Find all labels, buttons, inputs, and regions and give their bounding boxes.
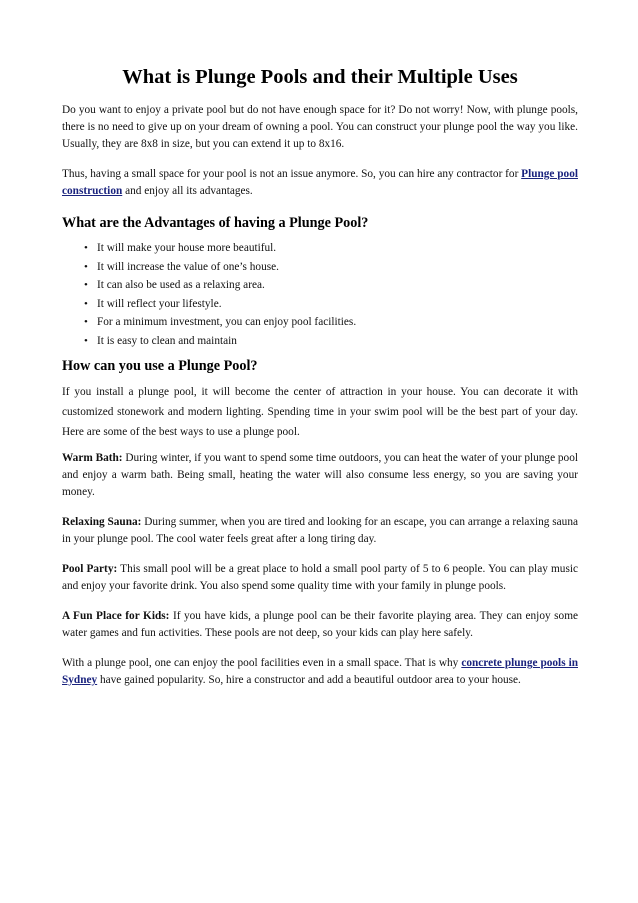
use-relaxing-sauna-text: During summer, when you are tired and looking for an escape, you can arrange a relaxing sauna in your plunge pool. The cool water feels great after a long tiring day. — [62, 516, 578, 545]
use-pool-party-text: This small pool will be a great place to hold a small pool party of 5 to 6 people. You can play music and enjoy your favorite drink. You also spend some quality time with your family in plunge pools. — [62, 563, 578, 592]
use-pool-party — [62, 561, 578, 595]
use-fun-place-for-kids-lead: A Fun Place for Kids: — [62, 610, 170, 622]
list-item — [84, 276, 578, 295]
concrete-plunge-pools-sydney-link[interactable]: concrete plunge pools in Sydney — [62, 657, 578, 686]
advantages-heading: What are the Advantages of having a Plunge Pool? — [62, 215, 369, 231]
use-warm-bath-lead: Warm Bath: — [62, 452, 123, 464]
intro-paragraph-2-text-before: Thus, having a small space for your pool is not an issue anymore. So, you can hire any contractor for — [62, 168, 522, 180]
use-fun-place-for-kids — [62, 608, 578, 642]
intro-paragraph-2-text-after: and enjoy all its advantages. — [122, 185, 253, 197]
list-item — [84, 239, 578, 258]
uses-heading: How can you use a Plunge Pool? — [62, 358, 258, 374]
list-item — [84, 313, 578, 332]
closing-text-before: With a plunge pool, one can enjoy the pool facilities even in a small space. That is why — [62, 657, 462, 669]
uses-intro-paragraph: If you install a plunge pool, it will become the center of attraction in your house. You can decorate it with customized stonework and modern lighting. Spending time in your swim pool will be the best part of your day. Here are some of the best ways to use a plunge pool. — [62, 386, 578, 438]
advantages-list — [62, 239, 578, 350]
list-item-text: It can also be used as a relaxing area. — [97, 279, 265, 291]
bullet-icon: • — [84, 297, 88, 310]
list-item — [84, 295, 578, 314]
closing-text-after: have gained popularity. So, hire a constructor and add a beautiful outdoor area to your house. — [97, 674, 521, 686]
list-item-text: For a minimum investment, you can enjoy pool facilities. — [97, 316, 357, 328]
list-item-text: It will increase the value of one’s house. — [97, 260, 279, 273]
list-item-text: It will make your house more beautiful. — [97, 242, 277, 254]
closing-paragraph — [62, 655, 578, 689]
intro-paragraph-2 — [62, 166, 578, 200]
bullet-icon: • — [84, 334, 88, 347]
use-warm-bath-text: During winter, if you want to spend some time outdoors, you can heat the water of your plunge pool and enjoy a warm bath. Being small, heating the water will also consume less energy, so you are saving your money. — [62, 452, 578, 498]
list-item — [84, 258, 578, 277]
use-relaxing-sauna — [62, 514, 578, 548]
bullet-icon: • — [84, 316, 88, 328]
use-fun-place-for-kids-text: If you have kids, a plunge pool can be their favorite playing area. They can enjoy some water games and fun activities. These pools are not deep, so your kids can play here safely. — [62, 610, 578, 639]
use-pool-party-lead: Pool Party: — [62, 563, 118, 575]
bullet-icon: • — [84, 279, 88, 291]
plunge-pool-construction-link[interactable]: Plunge pool construction — [62, 168, 578, 197]
document-title: What is Plunge Pools and their Multiple Uses — [122, 66, 518, 88]
list-item-text: It will reflect your lifestyle. — [97, 297, 222, 310]
document-page — [62, 64, 578, 689]
use-relaxing-sauna-lead: Relaxing Sauna: — [62, 516, 142, 528]
bullet-icon: • — [84, 260, 88, 273]
bullet-icon: • — [84, 242, 88, 254]
list-item-text: It is easy to clean and maintain — [97, 334, 237, 347]
use-warm-bath — [62, 450, 578, 501]
intro-paragraph-1: Do you want to enjoy a private pool but do not have enough space for it? Do not worry! Now, with plunge pools, there is no need to give up on your dream of owning a pool. You can construct your plunge pool the way you like. Usually, they are 8x8 in size, but you can extend it up to 8x16. — [62, 104, 578, 150]
list-item — [84, 332, 578, 351]
